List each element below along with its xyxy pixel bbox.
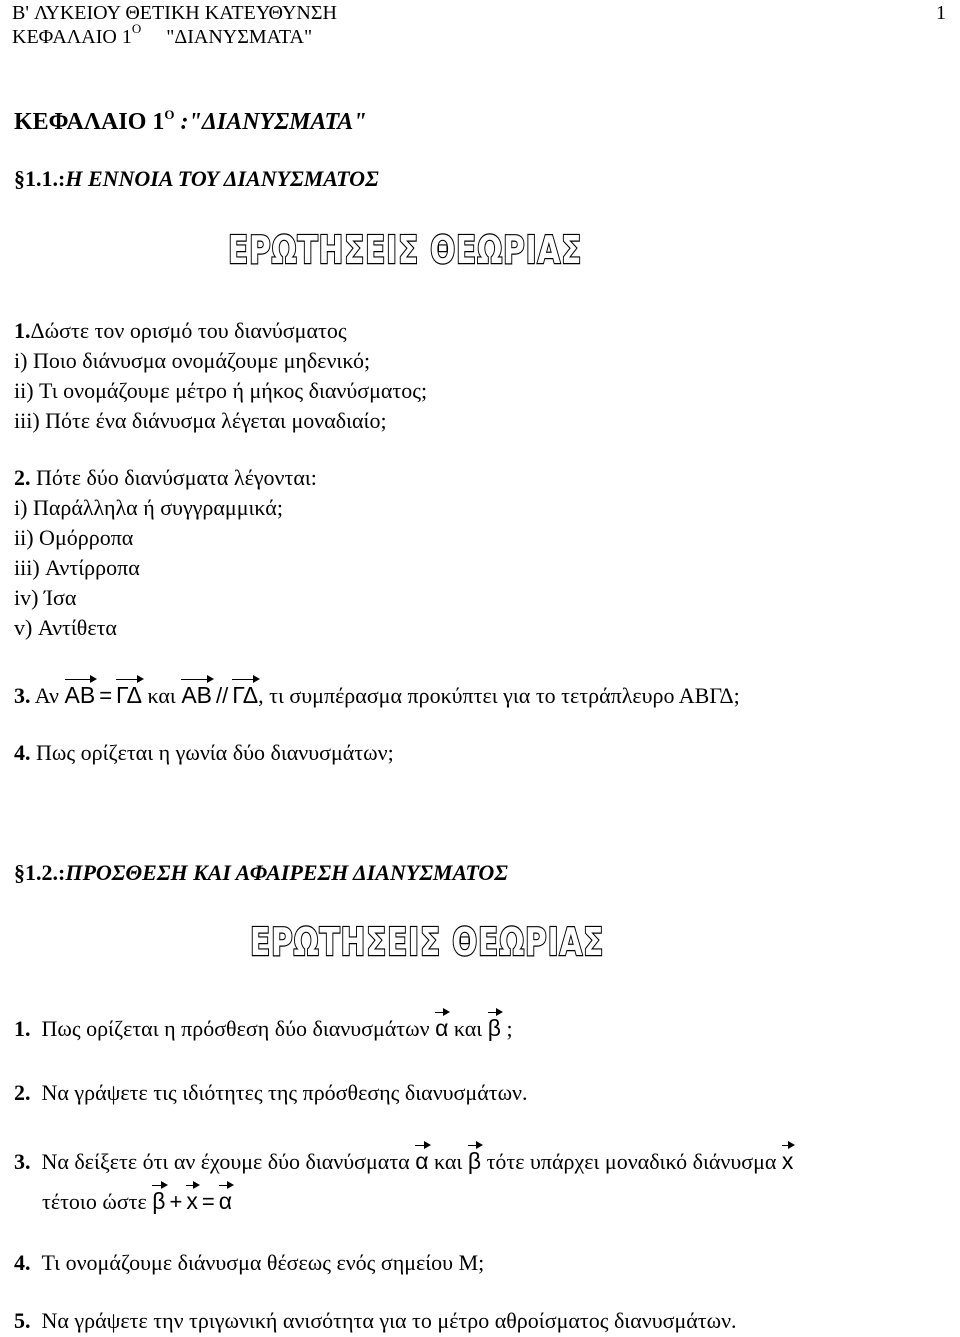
- s2-q2-num: 2.: [14, 1080, 31, 1105]
- s2-q3-line2: [42, 1188, 232, 1215]
- s2-q3-pre: Να δείξετε ότι αν έχουμε δύο διανύσματα: [41, 1149, 416, 1174]
- s2-q5-text: Να γράψετε την τριγωνική ανισότητα για το μέτρο αθροίσματος διανυσμάτων.: [41, 1308, 737, 1333]
- vector-beta: β: [467, 1148, 482, 1174]
- s2-q5: [14, 1308, 737, 1334]
- vector-beta: β: [152, 1188, 166, 1214]
- s1-q1-item: iii) Πότε ένα διάνυσμα λέγεται μοναδιαίο;: [14, 408, 387, 433]
- s2-q4-num: 4.: [14, 1250, 31, 1275]
- theory-questions-banner-1: ΕΡΩΤΗΣΕΙΣ ΘΕΩΡΙΑΣ: [228, 228, 583, 272]
- s1-q2-num: 2.: [14, 465, 31, 490]
- vector-beta: β: [487, 1015, 501, 1041]
- s1-q1: [14, 318, 347, 344]
- section-1-number: 1.1.:: [25, 166, 66, 191]
- chapter-prefix: ΚΕΦΑΛΑΙΟ 1: [14, 109, 165, 135]
- s2-q3-mid: τότε υπάρχει μοναδικό διάνυσμα: [481, 1149, 782, 1174]
- s2-q3-and: και: [428, 1149, 468, 1174]
- chapter-sup: Ο: [164, 107, 175, 122]
- s1-q2-text: Πότε δύο διανύσματα λέγονται:: [30, 465, 317, 490]
- s1-q1-item: i) Ποιο διάνυσμα ονομάζουμε μηδενικό;: [14, 348, 371, 373]
- section-symbol: §: [14, 166, 25, 191]
- section-2-number: 1.2.:: [25, 860, 66, 885]
- section-2-title: ΠΡΟΣΘΕΣΗ ΚΑΙ ΑΦΑΙΡΕΣΗ ΔΙΑΝΥΣΜΑΤΟΣ: [65, 860, 508, 885]
- s1-q3: [14, 682, 740, 709]
- s1-q2-item: ii) Ομόρροπα: [14, 525, 134, 550]
- header-chapter-title: "ΔΙΑΝΥΣΜΑΤΑ": [166, 26, 313, 48]
- chapter-title: [14, 108, 367, 139]
- chapter-name: :"ΔΙΑΝΥΣΜΑΤΑ": [174, 109, 367, 135]
- s1-q2: [14, 465, 317, 491]
- s2-q4: [14, 1250, 484, 1276]
- plus-sign: +: [169, 1189, 183, 1214]
- s1-q3-pre: Αν: [30, 683, 65, 708]
- page-number: 1: [936, 2, 946, 24]
- s1-q1-item: ii) Τι ονομάζουμε μέτρο ή μήκος διανύσματος;: [14, 378, 428, 403]
- s2-q1-post: ;: [500, 1016, 513, 1041]
- header-line-1: B' ΛΥΚΕΙΟΥ ΘΕΤΙΚΗ ΚΑΤΕΥΘΥΝΣΗ: [12, 2, 337, 24]
- s1-q4: [14, 740, 394, 766]
- header-line-2: [12, 21, 313, 50]
- s1-q1-text: Δώστε τον ορισμό του διανύσματος: [30, 318, 347, 343]
- s2-q1-and: και: [448, 1016, 488, 1041]
- vector-gd: ΓΔ: [116, 682, 142, 708]
- s2-q1: [14, 1015, 513, 1042]
- s1-q3-and: και: [141, 683, 182, 708]
- vector-alpha: α: [218, 1188, 233, 1214]
- s2-q1-num: 1.: [14, 1016, 31, 1041]
- s1-q3-post: , τι συμπέρασμα προκύπτει για το τετράπλευρο ΑΒΓΔ;: [258, 683, 740, 708]
- s1-q1-num: 1.: [14, 318, 31, 343]
- s2-q2: [14, 1080, 528, 1106]
- vector-gd: ΓΔ: [232, 682, 259, 708]
- section-1-title: Η ΕΝΝΟΙΑ ΤΟΥ ΔΙΑΝΥΣΜΑΤΟΣ: [65, 166, 379, 191]
- s2-q3: [14, 1148, 793, 1175]
- vector-alpha: α: [435, 1015, 449, 1041]
- section-symbol: §: [14, 860, 25, 885]
- s1-q2-item: iii) Αντίρροπα: [14, 555, 140, 580]
- parallel-sign: //: [216, 683, 229, 708]
- theory-questions-banner-2: ΕΡΩΤΗΣΕΙΣ ΘΕΩΡΙΑΣ: [250, 920, 605, 964]
- s1-q4-num: 4.: [14, 740, 31, 765]
- header-chapter-sup: Ο: [131, 21, 142, 36]
- vector-ab: AB: [181, 682, 212, 708]
- s2-q1-pre: Πως ορίζεται η πρόσθεση δύο διανυσμάτων: [41, 1016, 436, 1041]
- s2-q2-text: Να γράψετε τις ιδιότητες της πρόσθεσης διανυσμάτων.: [41, 1080, 528, 1105]
- s2-q5-num: 5.: [14, 1308, 31, 1333]
- s1-q2-item: v) Αντίθετα: [14, 615, 117, 640]
- section-2-heading: [14, 860, 508, 886]
- vector-x: x: [186, 1188, 198, 1214]
- header-chapter: ΚΕΦΑΛΑΙΟ 1: [12, 26, 132, 48]
- s2-q3-line2-pre: τέτοιο ώστε: [42, 1189, 153, 1214]
- s2-q4-text: Τι ονομάζουμε διάνυσμα θέσεως ενός σημείου Μ;: [41, 1250, 485, 1275]
- vector-alpha: α: [415, 1148, 429, 1174]
- s1-q2-item: iv) Ίσα: [14, 585, 77, 610]
- section-1-heading: [14, 166, 379, 192]
- vector-x: x: [781, 1148, 794, 1174]
- s1-q2-item: i) Παράλληλα ή συγγραμμικά;: [14, 495, 283, 520]
- s2-q3-num: 3.: [14, 1149, 31, 1174]
- equals-sign: =: [99, 683, 113, 708]
- s1-q3-num: 3.: [14, 683, 31, 708]
- equals-sign: =: [201, 1189, 215, 1214]
- vector-ab: AB: [64, 682, 96, 708]
- s1-q4-text: Πως ορίζεται η γωνία δύο διανυσμάτων;: [30, 740, 394, 765]
